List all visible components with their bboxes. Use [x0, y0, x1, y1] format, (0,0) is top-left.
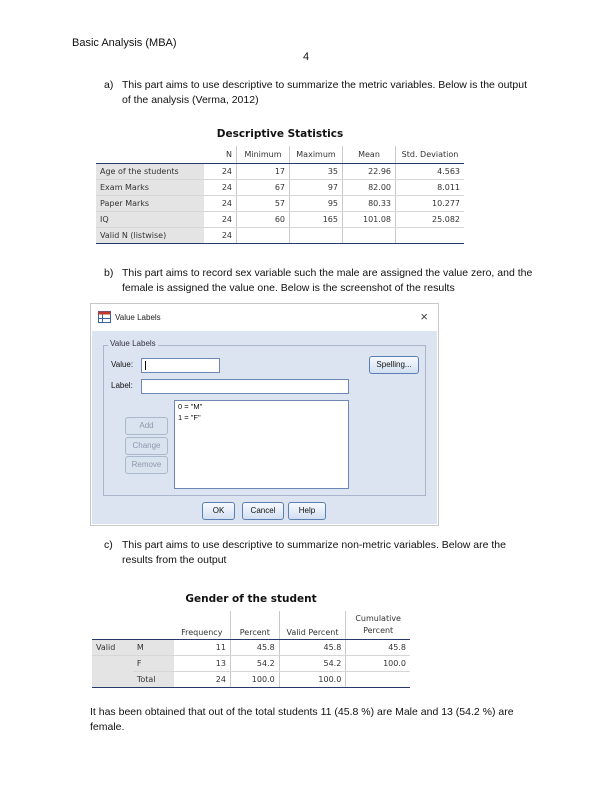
- cancel-button[interactable]: Cancel: [242, 502, 284, 520]
- row-label: Exam Marks: [96, 180, 204, 196]
- header-corner: [133, 611, 174, 640]
- cell: 10.277: [396, 196, 465, 212]
- table-row: [96, 196, 464, 212]
- col-header: Mean: [343, 146, 396, 164]
- page-number: 4: [302, 51, 310, 63]
- cell: 54.2: [279, 656, 346, 672]
- gender-title: Gender of the student: [185, 593, 317, 605]
- cell: 45.8: [279, 640, 346, 656]
- section-a-text: This part aims to use descriptive to summarize the metric variables. Below is the output of the analysis (Verma, 2012): [122, 79, 527, 106]
- text-caret: [145, 361, 146, 370]
- table-row: [92, 640, 410, 656]
- row-label: Age of the students: [96, 164, 204, 180]
- cell: 100.0: [230, 672, 279, 688]
- group-label: Value Labels: [110, 339, 156, 348]
- group-label-spacer: [92, 672, 133, 688]
- spss-table-icon: [98, 311, 111, 323]
- cell: 24: [204, 212, 237, 228]
- row-label: Total: [133, 672, 174, 688]
- table-row: [92, 656, 410, 672]
- cell: 60: [237, 212, 290, 228]
- dialog-title: Value Labels: [115, 313, 161, 322]
- help-button[interactable]: Help: [288, 502, 326, 520]
- change-button[interactable]: Change: [125, 437, 168, 455]
- cell: 24: [204, 164, 237, 180]
- cell: 45.8: [346, 640, 410, 656]
- value-labels-dialog: [90, 303, 439, 526]
- cell: 100.0: [346, 656, 410, 672]
- cell: [396, 228, 465, 244]
- cell: [237, 228, 290, 244]
- row-label: Valid N (listwise): [96, 228, 204, 244]
- cell: 35: [290, 164, 343, 180]
- cell: 57: [237, 196, 290, 212]
- section-a-label: a): [104, 79, 114, 91]
- table-row: [96, 212, 464, 228]
- row-label: Paper Marks: [96, 196, 204, 212]
- table-header-row: [96, 146, 464, 164]
- section-c-text: This part aims to use descriptive to summarize non-metric variables. Below are the results from the output: [122, 539, 506, 566]
- cell: 82.00: [343, 180, 396, 196]
- list-item[interactable]: 0 = "M": [178, 402, 203, 411]
- section-c: [104, 538, 534, 568]
- value-labels-list[interactable]: [174, 400, 349, 489]
- remove-button[interactable]: Remove: [125, 456, 168, 474]
- row-label: M: [133, 640, 174, 656]
- cell: 101.08: [343, 212, 396, 228]
- cell: 100.0: [279, 672, 346, 688]
- table-row: [96, 164, 464, 180]
- cell: 11: [174, 640, 231, 656]
- cell: 97: [290, 180, 343, 196]
- cell: 24: [204, 180, 237, 196]
- descriptives-title: Descriptive Statistics: [216, 128, 344, 140]
- group-label: Valid: [92, 640, 133, 656]
- cell: 45.8: [230, 640, 279, 656]
- col-header: Frequency: [174, 611, 231, 640]
- cell: 165: [290, 212, 343, 228]
- cell: 67: [237, 180, 290, 196]
- group-label-spacer: [92, 656, 133, 672]
- cell: 24: [174, 672, 231, 688]
- row-label: IQ: [96, 212, 204, 228]
- cell: 17: [237, 164, 290, 180]
- cell: 54.2: [230, 656, 279, 672]
- running-header: Basic Analysis (MBA): [72, 37, 177, 49]
- header-corner: [92, 611, 133, 640]
- cell: 24: [204, 196, 237, 212]
- cell: 4.563: [396, 164, 465, 180]
- col-header: N: [204, 146, 237, 164]
- spelling-button[interactable]: Spelling...: [369, 356, 419, 374]
- table-row: [96, 180, 464, 196]
- cell: [346, 672, 410, 688]
- gender-frequency-table: [92, 611, 410, 688]
- col-header: Percent: [230, 611, 279, 640]
- cell: 13: [174, 656, 231, 672]
- descriptives-table: [96, 146, 464, 244]
- cell: 80.33: [343, 196, 396, 212]
- section-a: [104, 78, 534, 108]
- cell: [343, 228, 396, 244]
- cell: 8.011: [396, 180, 465, 196]
- header-corner: [96, 146, 204, 164]
- value-input[interactable]: [141, 358, 220, 373]
- table-row: [96, 228, 464, 244]
- add-button[interactable]: Add: [125, 417, 168, 435]
- table-row: [92, 672, 410, 688]
- conclusion-text: It has been obtained that out of the total students 11 (45.8 %) are Male and 13 (54.2 %) are female.: [90, 706, 514, 733]
- list-item[interactable]: 1 = "F": [178, 413, 201, 422]
- table-header-row: [92, 611, 410, 640]
- section-b: [104, 266, 534, 296]
- row-label: F: [133, 656, 174, 672]
- col-header: Cumulative Percent: [346, 611, 410, 640]
- col-header: Maximum: [290, 146, 343, 164]
- cell: 22.96: [343, 164, 396, 180]
- ok-button[interactable]: OK: [202, 502, 235, 520]
- close-icon[interactable]: ×: [420, 309, 428, 324]
- section-c-label: c): [104, 539, 113, 551]
- section-b-label: b): [104, 267, 114, 279]
- cell: 95: [290, 196, 343, 212]
- col-header: Std. Deviation: [396, 146, 465, 164]
- cell: [290, 228, 343, 244]
- cell: 24: [204, 228, 237, 244]
- value-field-label: Value:: [111, 360, 134, 369]
- col-header: Valid Percent: [279, 611, 346, 640]
- label-field-label: Label:: [111, 381, 133, 390]
- label-input[interactable]: [141, 379, 349, 394]
- section-b-text: This part aims to record sex variable such the male are assigned the value zero, and the female is assigned the value one. Below is the screenshot of the results: [122, 267, 533, 294]
- cell: 25.082: [396, 212, 465, 228]
- col-header: Minimum: [237, 146, 290, 164]
- dialog-body: [92, 331, 437, 524]
